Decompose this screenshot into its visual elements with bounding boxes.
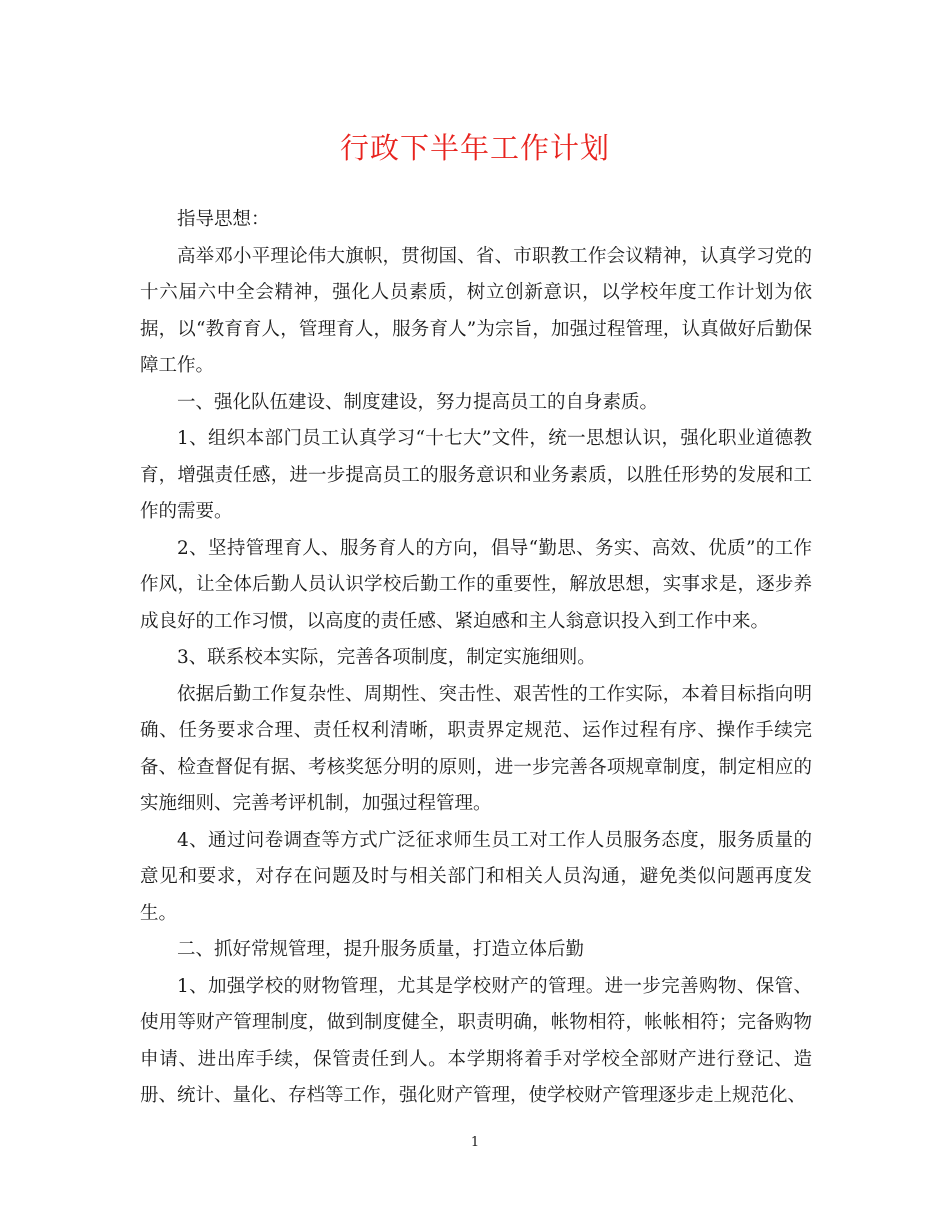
page-number: 1 <box>470 1135 480 1150</box>
document-title: 行政下半年工作计划 <box>339 131 610 165</box>
paragraph-section-1-item-3-detail: 依据后勤工作复杂性、周期性、突击性、艰苦性的工作实际，本着目标指向明确、任务要求合理、责任权利清晰，职责界定规范、运作过程有序、操作手续完备、检查督促有据、考核奖惩分明的原则，进一步完善各项规章制度，制定相应的实施细则、完善考评机制，加强过程管理。 <box>140 683 812 814</box>
document-body <box>140 202 812 1115</box>
paragraph-guiding-thought: 高举邓小平理论伟大旗帜，贯彻国、省、市职教工作会议精神，认真学习党的十六届六中全会精神，强化人员素质，树立创新意识，以学校年度工作计划为依据，以“教育育人，管理育人，服务育人”为宗旨，加强过程管理，认真做好后勤保障工作。 <box>140 245 812 376</box>
paragraph-section-2-item-1: 1、加强学校的财物管理，尤其是学校财产的管理。进一步完善购物、保管、使用等财产管理制度，做到制度健全，职责明确，帐物相符，帐帐相符；完备购物申请、进出库手续，保管责任到人。本学期将着手对学校全部财产进行登记、造册、统计、量化、存档等工作，强化财产管理，使学校财产管理逐步走上规范化、 <box>140 975 812 1106</box>
paragraph-section-2-heading: 二、抓好常规管理，提升服务质量，打造立体后勤 <box>177 939 585 960</box>
paragraph-guiding-thought-heading: 指导思想： <box>177 209 270 230</box>
paragraph-section-1-item-3: 3、联系校本实际，完善各项制度，制定实施细则。 <box>177 647 596 668</box>
paragraph-section-1-item-1: 1、组织本部门员工认真学习“十七大”文件，统一思想认识，强化职业道德教育，增强责任感，进一步提高员工的服务意识和业务素质，以胜任形势的发展和工作的需要。 <box>140 428 812 522</box>
paragraph-section-1-item-2: 2、坚持管理育人、服务育人的方向，倡导“勤思、务实、高效、优质”的工作作风，让全体后勤人员认识学校后勤工作的重要性，解放思想，实事求是，逐步养成良好的工作习惯，以高度的责任感、紧迫感和主人翁意识投入到工作中来。 <box>140 537 812 632</box>
paragraph-section-1-heading: 一、强化队伍建设、制度建设，努力提高员工的自身素质。 <box>177 391 659 413</box>
paragraph-section-1-item-4: 4、通过问卷调查等方式广泛征求师生员工对工作人员服务态度，服务质量的意见和要求，对存在问题及时与相关部门和相关人员沟通，避免类似问题再度发生。 <box>140 829 812 924</box>
